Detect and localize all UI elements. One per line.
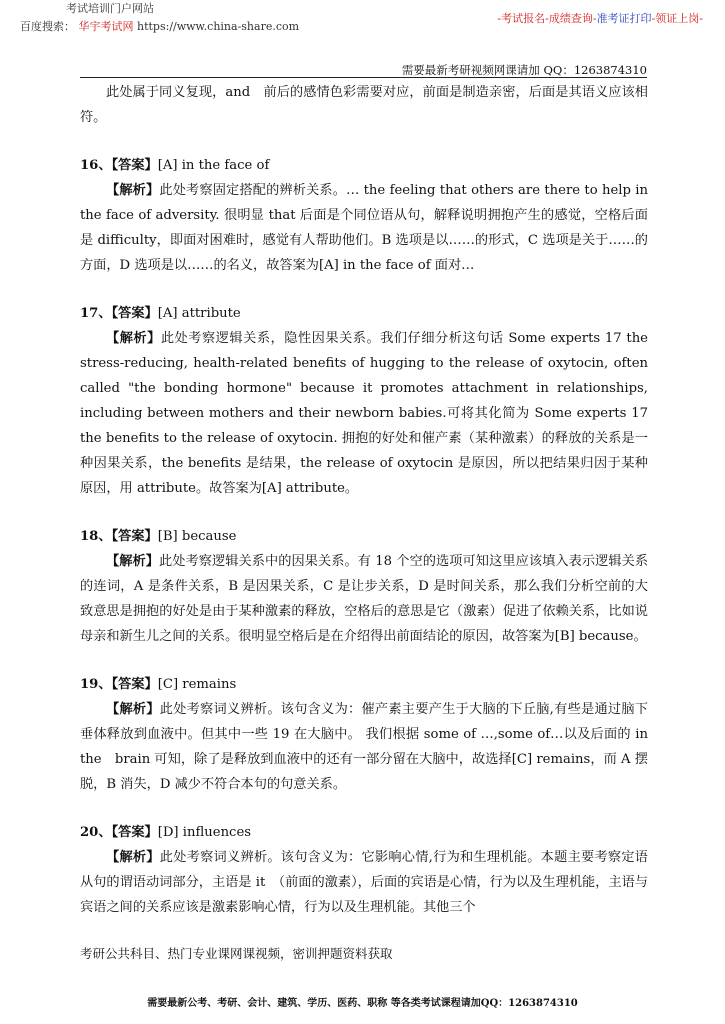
question-20-answer: 20、【答案】[D] influences xyxy=(80,825,252,840)
question-19-analysis: 【解析】此处考察词义辨析。该句含义为：催产素主要产生于大脑的下丘脑,有些是通过脑下垂体释放到血液中。但其中一些 19 在大脑中。 我们根据 some of …,some of…以及后面的 in the brain 可知，除了是释放到血液中的还有一部分留在大脑中，故选择[C] remains，而 A 摆脱，B 消失，D 减少不符合本句的句意关系。 xyxy=(80,702,662,792)
site-name: 考试培训门户网站 xyxy=(66,2,154,15)
question-16-answer: 16、【答案】[A] in the face of xyxy=(80,158,270,173)
top-links: -考试报名-成绩查询-准考证打印-领证上岗- xyxy=(497,12,703,25)
footer-promo-line: 考研公共科目、热门专业课网课视频，密训押题资料获取 xyxy=(80,946,393,961)
header-contact-note: 需要最新考研视频网课请加 QQ：1263874310 xyxy=(401,63,647,77)
link-exam-signup[interactable]: -考试报名 xyxy=(497,12,546,25)
link-certificate[interactable]: 领证上岗- xyxy=(655,12,703,25)
search-term: 华宇考试网 xyxy=(78,20,134,33)
link-admission-print[interactable]: 准考证打印 xyxy=(596,12,652,25)
search-label: 百度搜索： xyxy=(20,20,75,33)
question-18-answer: 18、【答案】[B] because xyxy=(80,529,237,544)
question-19-answer: 19、【答案】[C] remains xyxy=(80,677,237,692)
link-score-query[interactable]: 成绩查询 xyxy=(548,12,593,25)
question-20-analysis: 【解析】此处考察词义辨析。该句含义为：它影响心情,行为和生理机能。本题主要考察定语从句的谓语动词部分，主语是 it （前面的激素），后面的宾语是心情，行为以及生理机能，主语与宾语之间的关系应该是激素影响心情，行为以及生理机能。其他三个 xyxy=(80,850,648,915)
question-18-analysis: 【解析】此处考察逻辑关系中的因果关系。有 18 个空的选项可知这里应该填入表示逻辑关系的连词，A 是条件关系，B 是因果关系，C 是让步关系，D 是时间关系，那么我们分析空前的大致意思是拥抱的好处是由于某种激素的释放，空格后的意思是它（激素）促进了依赖关系，比如说母亲和新生儿之间的关系。很明显空格后是在介绍得出前面结论的原因，故答案为[B] because。 xyxy=(80,554,649,644)
question-17-analysis: 【解析】此处考察逻辑关系，隐性因果关系。我们仔细分析这句话 Some experts 17 the stress-reducing, health-related benefits of hugging to the release of oxytocin, often called "the bonding hormone" because it promotes attachment in relationships, including between mothers and their newborn babies.可将其化简为 Some experts 17 the benefits to the release of oxytocin. 拥抱的好处和催产素（某种激素）的释放的关系是一种因果关系，the benefits 是结果，the release of oxytocin 是原因，所以把结果归因于某种原因，用 attribute。故答案为[A] attribute。 xyxy=(80,331,648,496)
intro-paragraph: 此处属于同义复现，and 前后的感情色彩需要对应，前面是制造亲密，后面是其语义应该相符。 xyxy=(80,85,648,125)
document-body xyxy=(80,80,662,920)
footer-contact-line: 需要最新公考、考研、会计、建筑、学历、医药、职称 等各类考试课程请加QQ：1263874310 xyxy=(147,998,578,1009)
header-divider xyxy=(80,77,647,78)
site-header xyxy=(20,0,299,36)
site-url[interactable]: https://www.china-share.com xyxy=(137,20,300,33)
question-17-answer: 17、【答案】[A] attribute xyxy=(80,306,241,321)
question-16-analysis: 【解析】此处考察固定搭配的辨析关系。… the feeling that others are there to help in the face of adversity. 很明显 that 后面是个同位语从句，解释说明拥抱产生的感觉，空格后面是 difficulty，即面对困难时，感觉有人帮助他们。B 选项是以……的形式，C 选项是关于……的方面，D 选项是以……的名义，故答案为[A] in the face of 面对… xyxy=(80,183,648,273)
